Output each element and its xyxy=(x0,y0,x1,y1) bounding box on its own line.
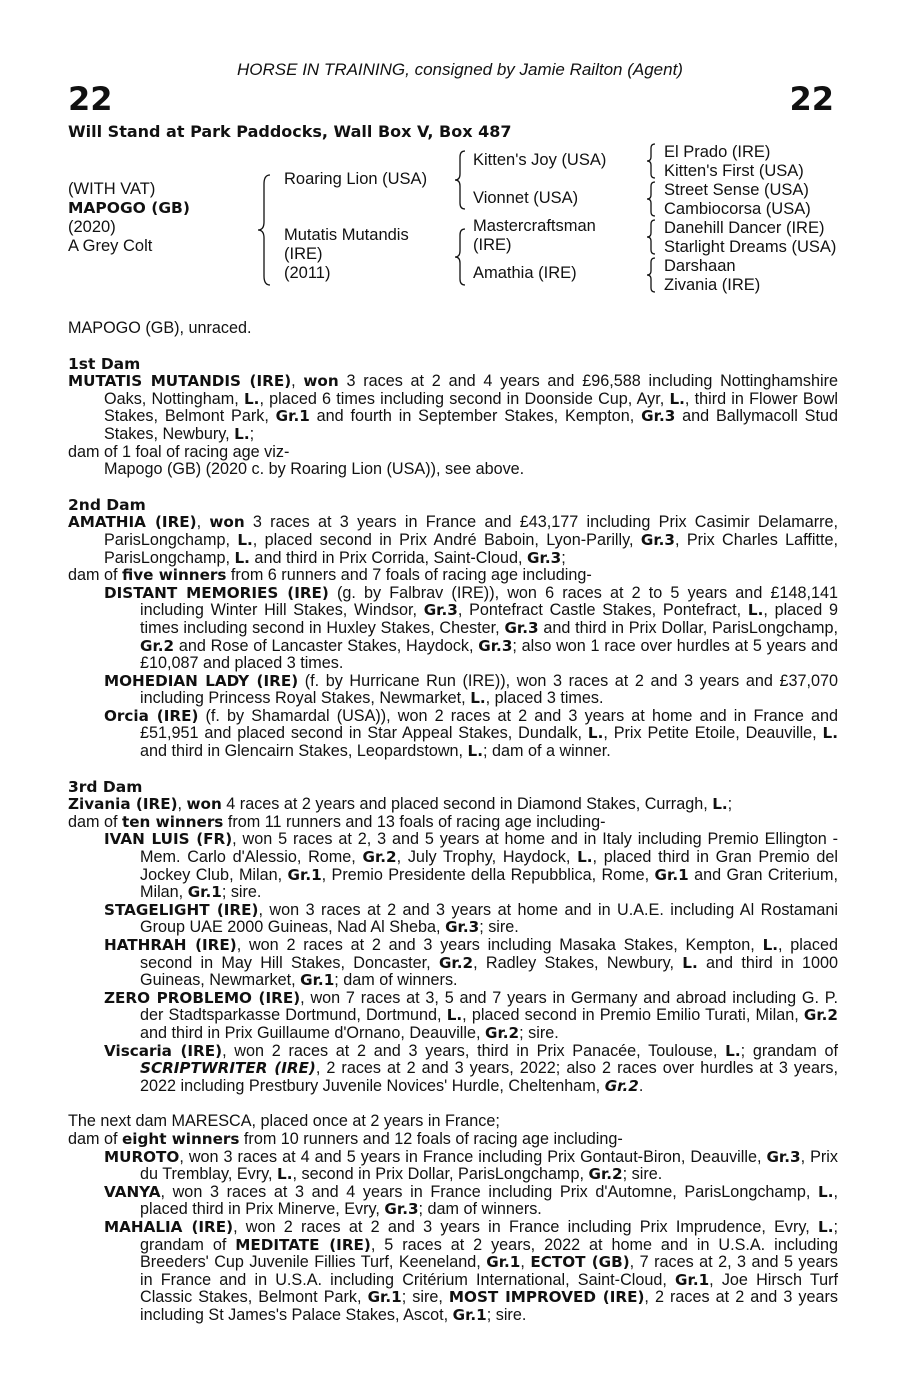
offspring-name: Orcia (IRE) xyxy=(104,706,199,725)
text: , 7 races at 2, 3 and 5 years in France and in U.S.A. including Critérium International, Saint-Cloud, xyxy=(140,1253,838,1289)
text: ; sire, xyxy=(401,1288,449,1307)
listed: L. xyxy=(470,689,486,708)
text: , won 2 races at 2 and 3 years including Masaka Stakes, Kempton, xyxy=(236,936,763,954)
text: 4 races at 2 years and placed second in Diamond Stakes, Curragh, xyxy=(221,795,713,814)
third-dam-heading: 3rd Dam xyxy=(68,777,143,796)
pedigree-brace-sire xyxy=(453,150,467,210)
offspring-entry xyxy=(68,831,838,901)
group-grade: Gr.2 xyxy=(803,1006,839,1025)
third-dam-record: Zivania (IRE), won 4 races at 2 years and placed second in Diamond Stakes, Curragh, L.; xyxy=(68,795,733,814)
dam-name: MUTATIS MUTANDIS (IRE) xyxy=(68,372,292,391)
listed: L. xyxy=(467,742,483,761)
text: , Radley Stakes, Newbury, xyxy=(473,953,683,972)
listed: L. xyxy=(669,389,685,408)
stand-location: Will Stand at Park Paddocks, Wall Box V, Box 487 xyxy=(68,122,512,141)
offspring-name: MUROTO xyxy=(104,1147,180,1166)
offspring-name: HATHRAH (IRE) xyxy=(104,936,237,954)
group-grade: Gr.3 xyxy=(641,407,676,426)
offspring-name: MAHALIA (IRE) xyxy=(104,1217,234,1236)
listed: L. xyxy=(446,1006,463,1025)
text: from 11 runners and 13 foals of racing age including- xyxy=(223,812,606,831)
text: and Gran Criterium, Milan, xyxy=(140,865,839,902)
group-grade: Gr.3 xyxy=(384,1200,419,1219)
text: ; xyxy=(249,424,255,443)
listed: L. xyxy=(682,953,698,972)
offspring-entry xyxy=(68,902,838,937)
text: and third in Prix Dollar, ParisLongchamp, xyxy=(538,618,838,637)
text: ; grandam of xyxy=(740,1041,838,1060)
pedigree-notes xyxy=(68,320,838,1324)
next-dam-produce xyxy=(68,1131,838,1149)
won-label: won xyxy=(186,795,222,814)
horse-year: (2020) xyxy=(68,218,116,236)
first-dam-record: MUTATIS MUTANDIS (IRE), won 3 races at 2 and 4 years and £96,588 including Nottinghamshire Oaks, Nottingham, L., placed 6 times including second in Doonside Cup, Ayr, L., third in Flower Bowl Stakes, Belmont Park, Gr.1 and fourth in September Stakes, Kempton, Gr.3 and Ballymacoll Stud Stakes, Newbury, L.; xyxy=(68,372,838,443)
next-dam-intro: The next dam MARESCA, placed once at 2 years in France; xyxy=(68,1112,500,1131)
group-grade: Gr.2 xyxy=(588,1165,623,1184)
pedigree-dam-sire-line1: Mastercraftsman xyxy=(473,217,596,235)
text: ; grandam of xyxy=(140,1217,838,1254)
text: , Prix du Tremblay, Evry, xyxy=(140,1147,838,1184)
won-label: won xyxy=(209,513,245,532)
listed: L. xyxy=(725,1041,741,1060)
offspring-name: ZERO PROBLEMO (IRE) xyxy=(104,988,301,1007)
grand-offspring-name: ECTOT (GB) xyxy=(530,1253,630,1272)
offspring-name: Viscaria (IRE) xyxy=(104,1041,223,1060)
text: ; sire. xyxy=(221,883,262,902)
second-dam-produce xyxy=(68,567,838,585)
text: , placed third in Gran Premio del Jockey Club, Milan, xyxy=(140,848,838,884)
text: , won 2 races at 2 and 3 years, third in Prix Panacée, Toulouse, xyxy=(222,1041,726,1060)
group-grade: Gr.1 xyxy=(486,1253,521,1272)
text: (f. by Shamardal (USA)), won 2 races at 2 and 3 years at home and in France and £51,951 and placed second in Star Appeal Stakes, Dundalk, xyxy=(140,706,838,743)
pedigree-sire-sire: Kitten's Joy (USA) xyxy=(473,151,607,169)
text: , won 3 races at 3 and 4 years in France including Prix d'Automne, ParisLongchamp, xyxy=(160,1182,819,1201)
text: , second in Prix Dollar, ParisLongchamp, xyxy=(292,1165,589,1184)
vat-note: (WITH VAT) xyxy=(68,180,156,198)
text: ; dam of winners. xyxy=(334,971,458,990)
text: ; sire. xyxy=(622,1165,663,1184)
group-grade: Gr.2 xyxy=(362,848,397,867)
group-grade: Gr.1 xyxy=(275,407,310,426)
text: , placed 3 times. xyxy=(485,689,604,708)
horse-description: A Grey Colt xyxy=(68,237,153,255)
first-dam-foal: Mapogo (GB) (2020 c. by Roaring Lion (USA)), see above. xyxy=(104,460,525,479)
pedigree-brace-gen3-1 xyxy=(645,143,657,179)
text: ; sire. xyxy=(479,918,519,937)
text: (f. by Hurricane Run (IRE)), won 3 races at 2 and 3 years and £37,070 including Princess Royal Stakes, Newmarket, xyxy=(140,671,838,708)
group-grade: Gr.3 xyxy=(504,618,539,637)
winners-count: eight winners xyxy=(122,1129,240,1148)
group-grade: Gr.2 xyxy=(485,1023,520,1042)
second-dam-record: AMATHIA (IRE), won 3 races at 3 years in France and £43,177 including Prix Casimir Delamarre, ParisLongchamp, L., placed second in Prix André Baboin, Lyon-Parilly, Gr.3, Prix Charles Laffitte, ParisLongchamp, L. and third in Prix Corrida, Saint-Cloud, Gr.3; xyxy=(68,513,838,567)
group-grade: Gr.2 xyxy=(140,636,175,655)
text: , won 3 races at 2 and 3 years at home and in U.A.E. including Al Rostamani Group UAE 2000 Guineas, Nad Al Sheba, xyxy=(140,900,839,937)
pedigree-ddd: Zivania (IRE) xyxy=(664,276,761,294)
listed: L. xyxy=(762,936,779,954)
lot-number-right: 22 xyxy=(789,80,834,118)
text: dam of xyxy=(68,1129,122,1148)
text: , won 3 races at 4 and 5 years in France including Prix Gontaut-Biron, Deauville, xyxy=(179,1147,767,1166)
second-dam-heading: 2nd Dam xyxy=(68,495,146,514)
pedigree-dsd: Starlight Dreams (USA) xyxy=(664,238,837,256)
text: , won 2 races at 2 and 3 years in France including Prix Imprudence, Evry, xyxy=(233,1217,819,1236)
pedigree-dds: Darshaan xyxy=(664,257,736,275)
first-dam-heading: 1st Dam xyxy=(68,354,141,373)
offspring-name: MOHEDIAN LADY (IRE) xyxy=(104,671,299,690)
group-grade: Gr.1 xyxy=(187,883,222,902)
text: , Prix Charles Laffitte, ParisLongchamp, xyxy=(104,530,838,567)
text: , Premio Presidente della Repubblica, Rome, xyxy=(321,865,655,884)
listed: L. xyxy=(747,601,764,620)
text: , xyxy=(520,1253,531,1272)
pedigree-brace-gen3-4 xyxy=(645,257,657,293)
listed: L. xyxy=(822,724,838,743)
offspring-entry xyxy=(68,937,838,990)
text: , Pontefract Castle Stakes, Pontefract, xyxy=(457,601,748,620)
offspring-name: VANYA xyxy=(104,1182,161,1201)
text: from 6 runners and 7 foals of racing age including- xyxy=(226,566,592,585)
pedigree-dam-line3: (2011) xyxy=(284,264,331,282)
group-grade: Gr.3 xyxy=(640,530,675,549)
text: (g. by Falbrav (IRE)), won 6 races at 2 to 5 years and £148,141 including Winter Hill Stakes, Windsor, xyxy=(140,583,838,620)
text: , Prix Petite Etoile, Deauville, xyxy=(603,724,823,743)
text: dam of xyxy=(68,566,122,585)
offspring-name: IVAN LUIS (FR) xyxy=(104,830,233,849)
text: ; dam of a winner. xyxy=(483,742,611,761)
text: and Rose of Lancaster Stakes, Haydock, xyxy=(174,636,479,655)
group-grade: Gr.1 xyxy=(675,1270,710,1289)
listed: L. xyxy=(818,1217,834,1236)
group-grade: Gr.2 xyxy=(438,953,474,972)
text: ; sire. xyxy=(486,1305,527,1324)
text: , July Trophy, Haydock, xyxy=(396,848,578,867)
text: and Ballymacoll Stud Stakes, Newbury, xyxy=(104,407,838,443)
horse-name: MAPOGO (GB) xyxy=(68,199,190,217)
text: , placed second in May Hill Stakes, Doncaster, xyxy=(140,936,838,972)
listed: L. xyxy=(712,795,728,814)
grand-offspring-name: MEDITATE (IRE) xyxy=(235,1235,371,1254)
pedigree-sss: El Prado (IRE) xyxy=(664,143,771,161)
pedigree-dam-line2: (IRE) xyxy=(284,245,323,263)
text: and fourth in September Stakes, Kempton, xyxy=(309,407,642,426)
text: and third in Glencairn Stakes, Leopardstown, xyxy=(140,742,468,761)
third-dam-produce xyxy=(68,814,838,832)
pedigree-brace-main xyxy=(256,174,272,286)
text: , 2 races at 2 and 3 years including St James's Palace Stakes, Ascot, xyxy=(140,1288,839,1324)
offspring-entry xyxy=(68,1184,838,1219)
pedigree-brace-dam xyxy=(453,228,467,286)
group-grade: Gr.3 xyxy=(445,918,480,937)
offspring-entry xyxy=(68,1219,838,1325)
group-grade: Gr.1 xyxy=(300,971,335,990)
group-grade: Gr.2 xyxy=(604,1076,639,1095)
text: ; xyxy=(727,795,733,814)
text: , placed third in Prix Minerve, Evry, xyxy=(140,1182,838,1219)
pedigree-sds: Street Sense (USA) xyxy=(664,181,809,199)
grand-offspring-name: SCRIPTWRITER (IRE) xyxy=(140,1059,316,1078)
listed: L. xyxy=(234,548,250,567)
listed: L. xyxy=(243,389,260,408)
listed: L. xyxy=(234,424,250,443)
pedigree-dss: Danehill Dancer (IRE) xyxy=(664,219,825,237)
text: 3 races at 3 years in France and £43,177 including Prix Casimir Delamarre, ParisLongchamp, xyxy=(104,513,838,549)
pedigree-brace-gen3-2 xyxy=(645,181,657,217)
first-dam-foals: dam of 1 foal of racing age viz- xyxy=(68,442,290,461)
text: , won 5 races at 2, 3 and 5 years at home and in Italy including Premio Ellington - Mem. Carlo d'Alessio, Rome, xyxy=(140,830,838,867)
text: , 5 races at 2 years, 2022 at home and in U.S.A. including Breeders' Cup Juvenile Fillies Turf, Keeneland, xyxy=(140,1235,838,1272)
text: 3 races at 2 and 4 years and £96,588 including Nottinghamshire Oaks, Nottingham, xyxy=(104,372,838,408)
winners-count: ten winners xyxy=(122,812,224,831)
offspring-entry xyxy=(68,585,838,673)
lot-number-left: 22 xyxy=(68,80,113,118)
text: and third in 1000 Guineas, Newmarket, xyxy=(140,953,838,990)
pedigree-sdd: Cambiocorsa (USA) xyxy=(664,200,811,218)
group-grade: Gr.3 xyxy=(766,1147,801,1166)
winners-count: five winners xyxy=(122,566,227,585)
offspring-name: DISTANT MEMORIES (IRE) xyxy=(104,583,329,602)
dam-name: Zivania (IRE) xyxy=(68,795,178,814)
text: from 10 runners and 12 foals of racing age including- xyxy=(239,1129,623,1148)
pedigree-sire-dam: Vionnet (USA) xyxy=(473,189,579,207)
group-grade: Gr.1 xyxy=(654,865,689,884)
listed: L. xyxy=(277,1165,293,1184)
group-grade: Gr.1 xyxy=(452,1305,487,1324)
text: , placed second in Premio Emilio Turati, Milan, xyxy=(462,1006,804,1025)
text: and third in Prix Corrida, Saint-Cloud, xyxy=(249,548,528,567)
text: . xyxy=(638,1076,644,1095)
text: , placed 6 times including second in Doonside Cup, Ayr, xyxy=(259,389,670,408)
text: dam of xyxy=(68,812,122,831)
group-grade: Gr.1 xyxy=(287,865,322,884)
text: ; sire. xyxy=(519,1023,559,1042)
offspring-entry xyxy=(68,673,838,708)
summary-line: MAPOGO (GB), unraced. xyxy=(68,319,252,337)
offspring-entry xyxy=(68,1043,838,1096)
text: , placed 9 times including second in Huxley Stakes, Chester, xyxy=(140,601,839,637)
pedigree-dam-sire-line2: (IRE) xyxy=(473,236,512,254)
text: ; also won 1 race over hurdles at 5 years and £10,087 and placed 3 times. xyxy=(140,636,838,673)
listed: L. xyxy=(818,1182,834,1201)
won-label: won xyxy=(303,372,339,391)
offspring-entry xyxy=(68,990,838,1043)
pedigree-ssd: Kitten's First (USA) xyxy=(664,162,804,180)
text: , 2 races at 2 and 3 years, 2022; also 2 races over hurdles at 3 years, 2022 including Prestbury Juvenile Novices' Hurdle, Cheltenham, xyxy=(140,1059,838,1095)
grand-offspring-name: MOST IMPROVED (IRE) xyxy=(448,1288,645,1307)
text: , placed second in Prix André Baboin, Lyon-Parilly, xyxy=(252,530,641,549)
group-grade: Gr.3 xyxy=(478,636,513,655)
listed: L. xyxy=(237,530,253,549)
listed: L. xyxy=(587,724,604,743)
listed: L. xyxy=(577,848,593,867)
pedigree-sire: Roaring Lion (USA) xyxy=(284,170,428,188)
pedigree-dam-line1: Mutatis Mutandis xyxy=(284,226,409,244)
consignor-header: HORSE IN TRAINING, consigned by Jamie Railton (Agent) xyxy=(237,60,683,79)
offspring-entry xyxy=(68,708,838,761)
text: , Joe Hirsch Turf Classic Stakes, Belmont Park, xyxy=(140,1270,839,1307)
offspring-name: STAGELIGHT (IRE) xyxy=(104,900,259,919)
group-grade: Gr.3 xyxy=(423,601,458,620)
text: , third in Flower Bowl Stakes, Belmont Park, xyxy=(104,389,838,426)
group-grade: Gr.3 xyxy=(527,548,562,567)
text: , won 7 races at 3, 5 and 7 years in Germany and abroad including G. P. der Stadtsparkasse Dortmund, Dortmund, xyxy=(140,988,838,1025)
pedigree-brace-gen3-3 xyxy=(645,219,657,255)
group-grade: Gr.1 xyxy=(367,1288,402,1307)
text: and third in Prix Guillaume d'Ornano, Deauville, xyxy=(140,1023,485,1042)
text: ; xyxy=(561,548,566,567)
pedigree-dam-dam: Amathia (IRE) xyxy=(473,264,577,282)
text: ; dam of winners. xyxy=(418,1200,542,1219)
dam-name: AMATHIA (IRE) xyxy=(68,513,197,532)
offspring-entry xyxy=(68,1149,838,1184)
